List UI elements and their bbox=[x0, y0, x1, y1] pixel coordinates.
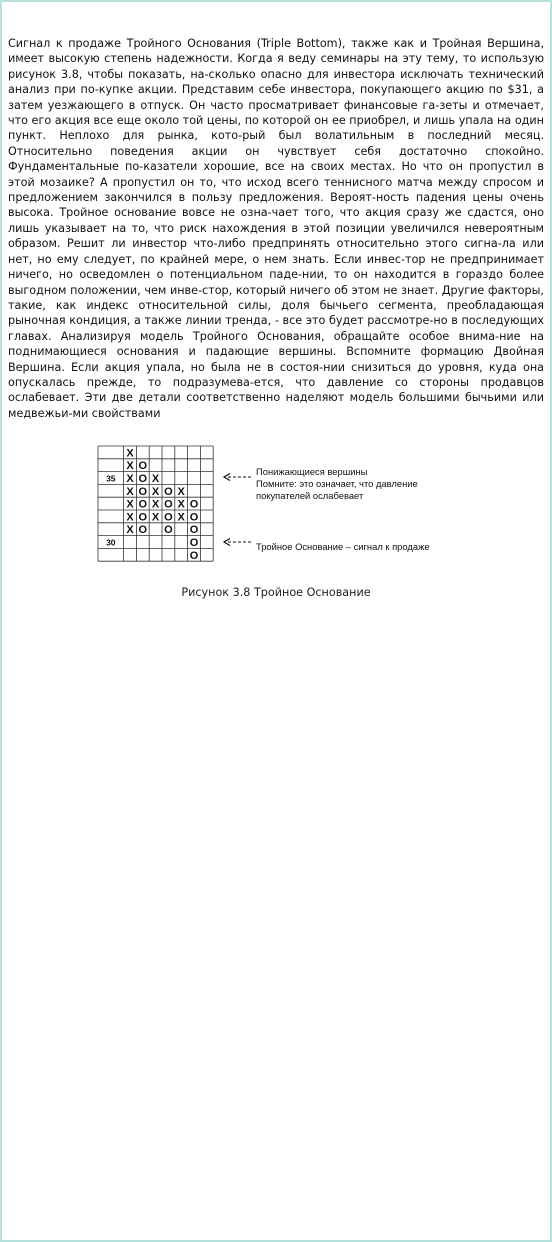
x-mark: X bbox=[177, 511, 185, 524]
x-mark: X bbox=[151, 485, 160, 498]
o-mark: O bbox=[138, 498, 148, 511]
x-mark: X bbox=[177, 498, 185, 511]
annotation-arrows bbox=[224, 474, 251, 546]
o-mark: O bbox=[138, 473, 148, 485]
annotation-bottom: Тройное Основание – сигнал к продаже bbox=[256, 541, 430, 552]
x-mark: X bbox=[126, 511, 134, 524]
article-text: Сигнал к продаже Тройного Основания (Triple Bottom), также как и Тройная Вершина, имеет высокую степень надежности. Когда я веду семинары на эту тему, то использую рисунок 3.8, чтобы показать, на-сколько опасно для инвестора исключать технический анализ при по-купке акции. Представим себе инвестора, покупающего акцию по $31, а затем уезжающего в отпуск. Он часто просматривает финансовые га-зеты и отмечает, что его акция все еще около той цены, по которой он ее приобрел, и лишь упала на один пункт. Неплохо для рынка, кото-рый был волатильным в последний месяц. Относительно поведения акции он чувствует себя достаточно спокойно. Фундаментальные по-казатели хорошие, все на своих местах. Но что он пропустил в этой мозаике? А пропустил он то, что исход всего теннисного матча между спросом и предложением закончился в пользу предложения. Вероят-ность падения цены очень высока. Тройное основание вовсе не озна-чает того, что акция сразу же сдастся, оно лишь указывает на то, что риск нахождения в этой позиции увеличился невероятным образом. Решит ли инвестор что-либо предпринять относительно этого сигна-ла или нет, но ему следует, по крайней мере, о нем знать. Если инвес-тор не предпринимает ничего, но осведомлен о потенциальном паде-нии, то он находится в гораздо более выгодном положении, чем инве-стор, который ничего об этом не знает. Другие факторы, такие, как индекс относительной силы, доля бычьего сегмента, преобладающая рыночная кондиция, а также линии тренда, - все это будет рассмотре-но в последующих главах. Анализируя модель Тройного Основания, обращайте особое внима-ние на поднимающиеся основания и падающие вершины. Вспомните формацию Двойная Вершина. Если акция упала, но была не в состоя-нии снизиться до уровня, куда она опускалась прежде, то подразумева-ется, что давление со стороны продавцов ослабевает. Эти две детали соответственно наделяют модель большими бычьими или медвежьи-ми свойствами bbox=[8, 37, 544, 420]
x-mark: X bbox=[126, 460, 134, 473]
annotation-top-line3: покупателей ослабевает bbox=[256, 490, 364, 501]
annotation-top-line2: Помните: это означает, что давление bbox=[256, 478, 418, 489]
x-mark: X bbox=[177, 485, 185, 498]
o-mark: O bbox=[189, 549, 199, 562]
o-mark: O bbox=[189, 498, 199, 511]
o-mark: O bbox=[164, 485, 173, 498]
x-mark: X bbox=[126, 524, 134, 537]
o-mark: O bbox=[138, 460, 148, 473]
annotation-top-line1: Понижающиеся вершины bbox=[256, 466, 368, 477]
x-mark: X bbox=[126, 498, 134, 511]
price-label: 35 bbox=[106, 473, 116, 484]
x-mark: X bbox=[151, 498, 160, 511]
o-mark: O bbox=[164, 511, 173, 524]
x-mark: X bbox=[126, 473, 134, 485]
figure-triple-bottom bbox=[96, 444, 460, 566]
point-and-figure-chart bbox=[96, 444, 460, 566]
o-mark: O bbox=[138, 511, 148, 524]
x-mark: X bbox=[126, 485, 134, 498]
x-mark: X bbox=[151, 511, 160, 524]
o-mark: O bbox=[138, 485, 148, 498]
o-mark: O bbox=[164, 524, 173, 537]
x-mark: X bbox=[126, 447, 134, 460]
price-label: 30 bbox=[106, 537, 116, 548]
o-mark: O bbox=[189, 537, 199, 549]
figure-caption: Рисунок 3.8 Тройное Основание bbox=[181, 586, 371, 599]
x-mark: X bbox=[151, 473, 160, 485]
o-mark: O bbox=[138, 524, 148, 537]
o-mark: O bbox=[189, 524, 199, 537]
o-mark: O bbox=[189, 511, 199, 524]
o-mark: O bbox=[164, 498, 173, 511]
